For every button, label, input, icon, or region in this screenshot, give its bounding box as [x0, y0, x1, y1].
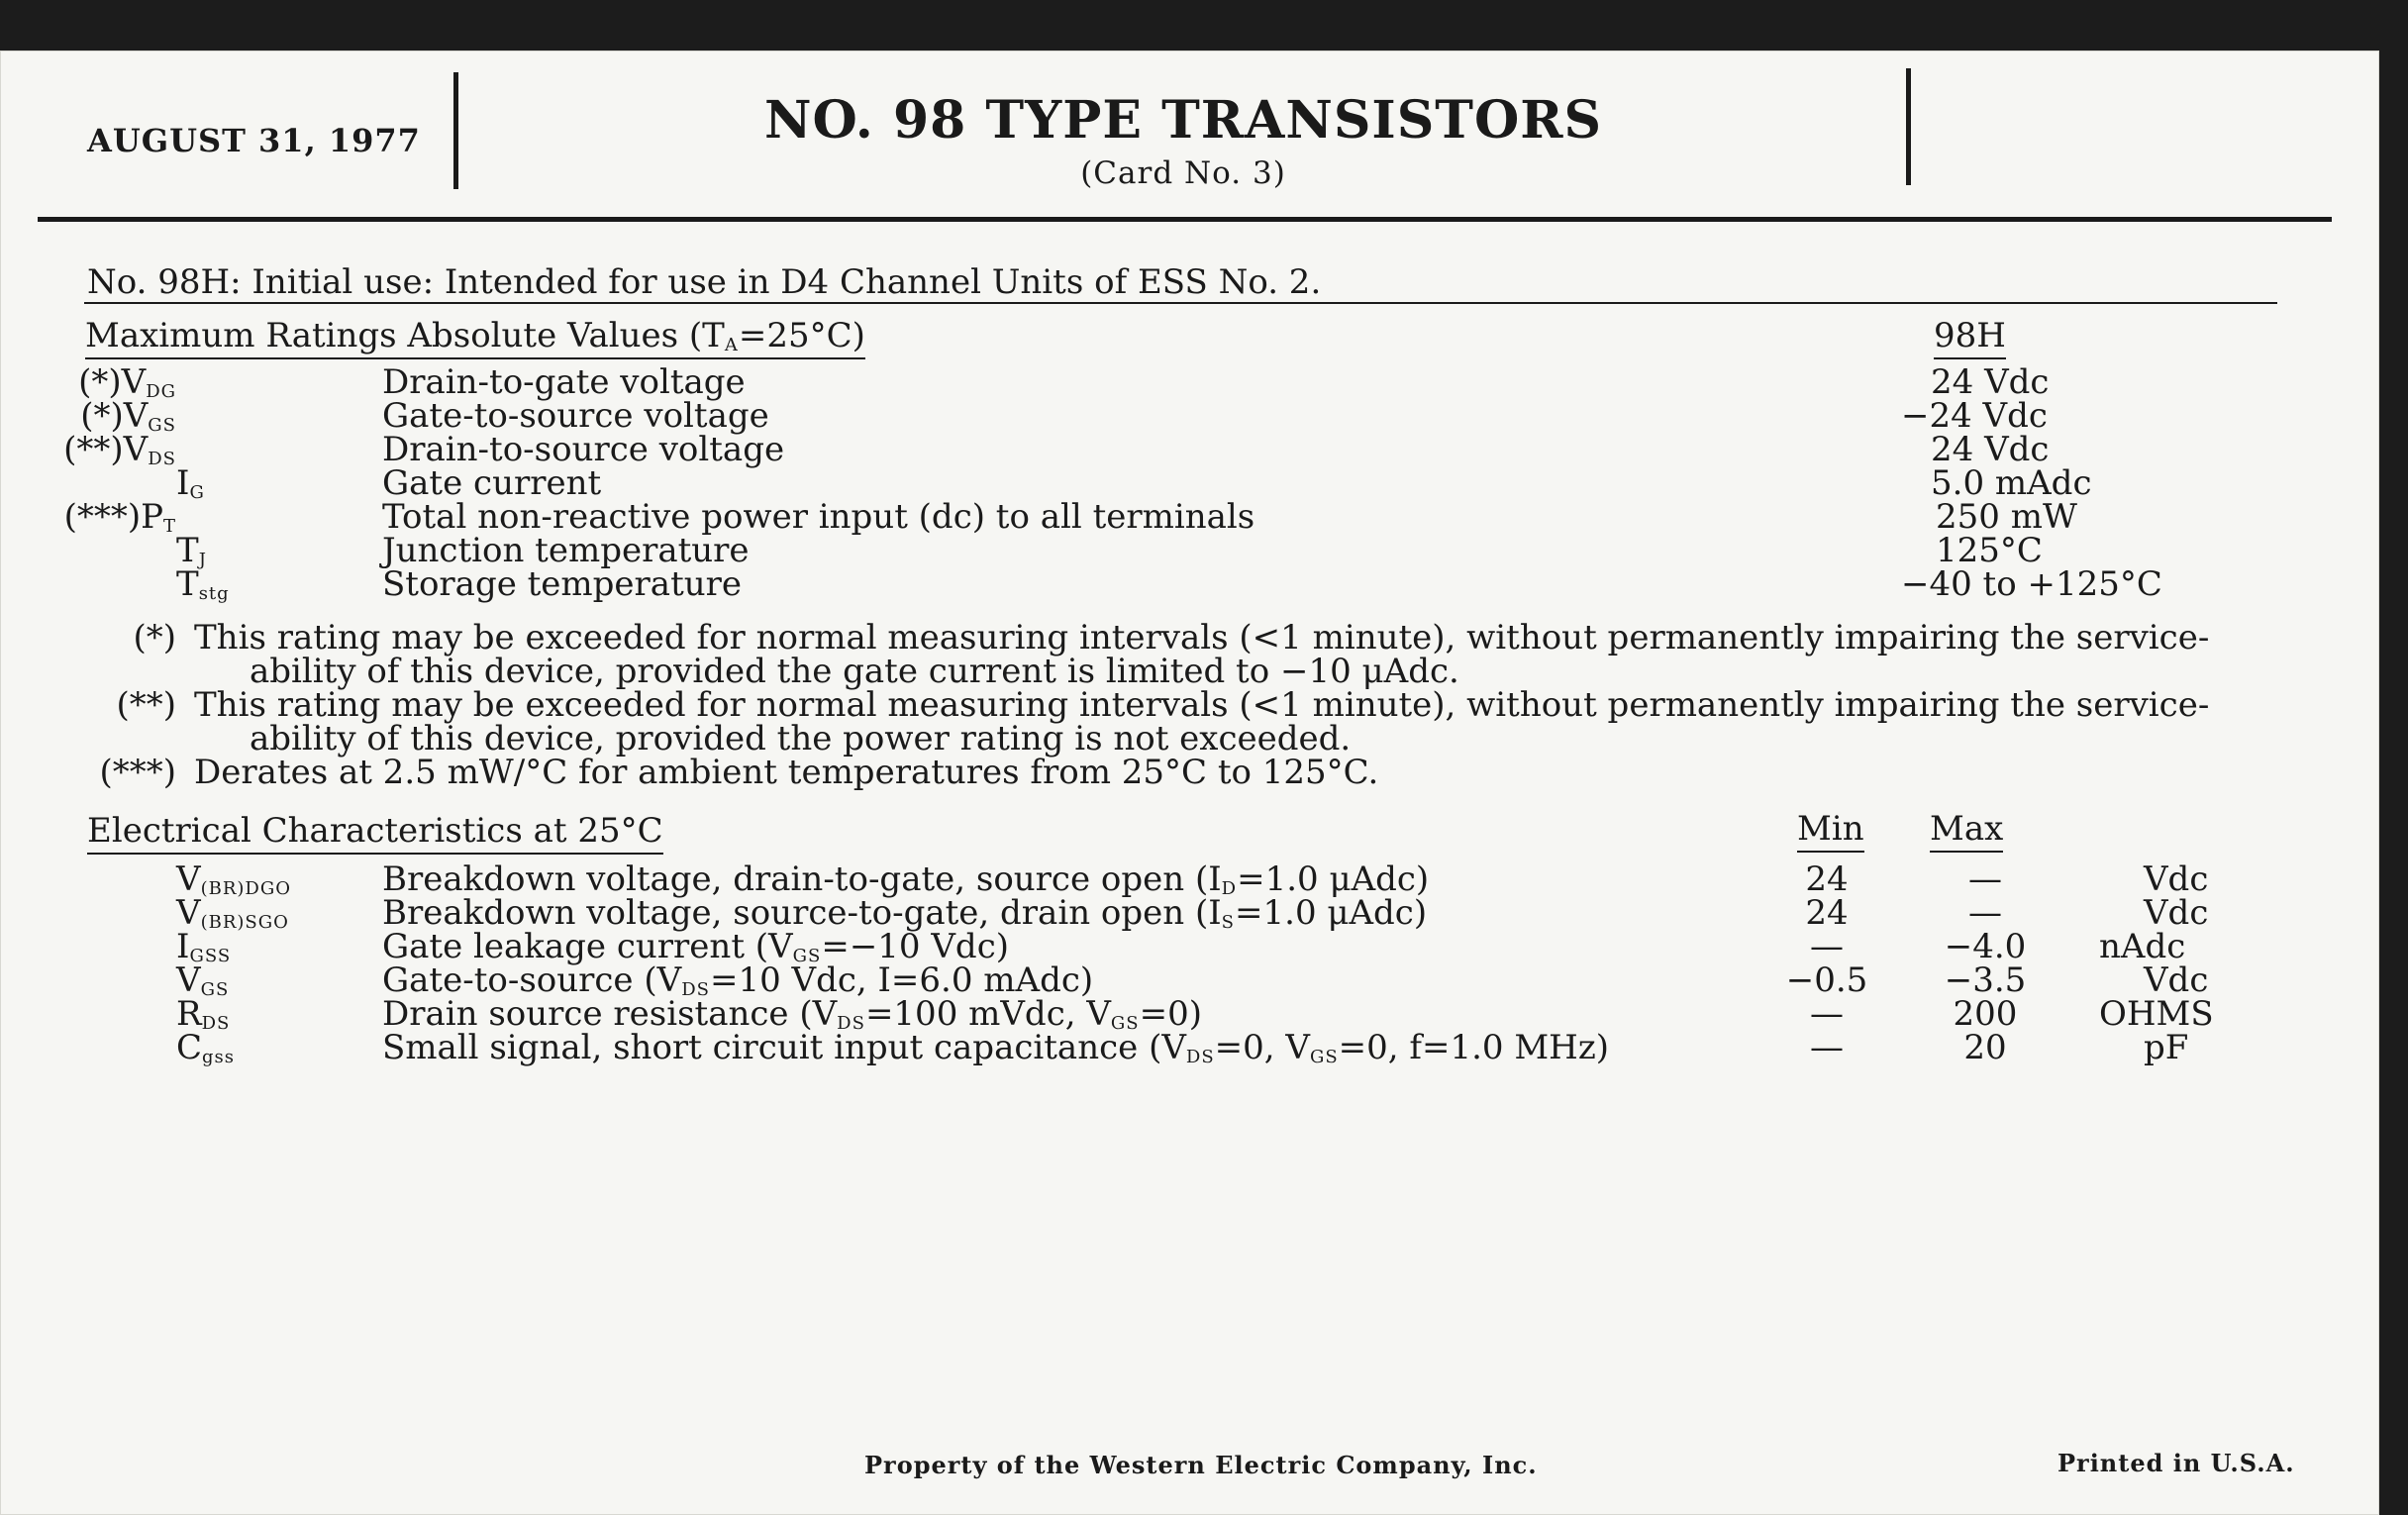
elec-row-1-description: Breakdown voltage, drain-to-gate, source open ($I_D=1.0$ μAdc)	[382, 859, 1430, 899]
elec-row-4-description: Gate-to-source ($V_{DS}=10$ Vdc, I=6.0 mAdc)	[382, 960, 1094, 1000]
elec-row-6-symbol: $C_{gss}$	[176, 1028, 236, 1067]
elec-row-2-description: Breakdown voltage, source-to-gate, drain open ($I_S=1.0$ μAdc)	[382, 893, 1428, 933]
max-column-header	[1930, 809, 2003, 849]
note-2-mark: (**)	[116, 685, 176, 725]
ratings-column-header-text: 98H	[1934, 316, 2006, 359]
elec-row-3-min: —	[1810, 927, 1844, 966]
elec-row-6-max: 20	[1963, 1028, 2007, 1067]
ratings-heading-tail: =25°C)	[738, 316, 865, 355]
data-card	[0, 50, 2379, 1515]
elec-row-2-unit: Vdc	[2144, 893, 2209, 933]
rating-row-3-value: 24 Vdc	[1931, 430, 2050, 469]
elec-row-1-symbol: $V_{(BR)DGO}$	[176, 859, 291, 899]
note-1-line-1: This rating may be exceeded for normal measuring intervals (<1 minute), without permanently impairing the service-	[194, 618, 2210, 657]
elec-row-2-symbol: $V_{(BR)SGO}$	[176, 893, 289, 933]
ratings-heading-sub: A	[724, 335, 739, 355]
rating-row-6-description: Junction temperature	[382, 531, 750, 570]
elec-row-4-symbol: $V_{GS}$	[176, 960, 230, 1000]
footer-property: Property of the Western Electric Company, Inc.	[864, 1451, 1538, 1479]
elec-row-5-max: 200	[1953, 994, 2018, 1034]
rating-row-2-symbol: $(*)V_{GS}$	[80, 396, 176, 436]
ratings-column-header	[1934, 316, 2006, 355]
header-rule	[38, 217, 2332, 222]
elec-row-3-unit: nAdc	[2099, 927, 2186, 966]
note-1-mark: (*)	[133, 618, 176, 657]
rating-row-7-value: −40 to +125°C	[1901, 564, 2162, 604]
elec-row-4-min: −0.5	[1785, 960, 1868, 1000]
card-date: AUGUST 31, 1977	[87, 122, 421, 159]
elec-row-5-unit: OHMS	[2099, 994, 2214, 1034]
elec-row-1-unit: Vdc	[2144, 859, 2209, 899]
rating-row-3-description: Drain-to-source voltage	[382, 430, 785, 469]
ratings-heading-text: Maximum Ratings Absolute Values (T	[85, 316, 725, 355]
rating-row-7-symbol: $T_{stg}$	[176, 564, 230, 604]
note-3-mark: (***)	[99, 753, 176, 792]
note-2-line-1: This rating may be exceeded for normal measuring intervals (<1 minute), without permanently impairing the service-	[194, 685, 2210, 725]
elec-row-6-min: —	[1810, 1028, 1844, 1067]
elec-row-3-max: −4.0	[1944, 927, 2027, 966]
note-2-line-2: ability of this device, provided the power rating is not exceeded.	[250, 719, 1352, 758]
rating-row-6-symbol: $T_J$	[176, 531, 207, 570]
rating-row-5-symbol: $(***)P_T$	[63, 497, 176, 537]
rating-row-1-value: 24 Vdc	[1931, 362, 2050, 402]
electrical-heading	[87, 811, 663, 851]
card-title: NO. 98 TYPE TRANSISTORS	[763, 90, 1603, 151]
rating-row-4-value: 5.0 mAdc	[1931, 463, 2092, 503]
initial-use-rule	[84, 302, 2277, 304]
rating-row-2-value: −24 Vdc	[1901, 396, 2048, 436]
elec-row-6-description: Small signal, short circuit input capacitance ($V_{DS}=0$, $V_{GS}=0$, f=1.0 MHz)	[382, 1028, 1609, 1067]
rating-row-4-symbol: $I_G$	[176, 463, 205, 503]
ratings-heading	[85, 316, 865, 355]
elec-row-2-min: 24	[1805, 893, 1849, 933]
max-header-text: Max	[1930, 809, 2003, 853]
rating-row-1-symbol: $(*)V_{DG}$	[78, 362, 176, 402]
elec-row-5-min: —	[1810, 994, 1844, 1034]
elec-row-5-symbol: $R_{DS}$	[176, 994, 231, 1034]
elec-row-4-unit: Vdc	[2144, 960, 2209, 1000]
elec-row-5-description: Drain source resistance ($V_{DS}=100$ mVdc, $V_{GS}=0$)	[382, 994, 1203, 1034]
rating-row-5-value: 250 mW	[1936, 497, 2077, 537]
rating-row-4-description: Gate current	[382, 463, 602, 503]
footer-printed: Printed in U.S.A.	[2057, 1449, 2295, 1477]
elec-row-1-max: —	[1968, 859, 2002, 899]
electrical-heading-text: Electrical Characteristics at 25°C	[87, 811, 663, 855]
elec-row-3-description: Gate leakage current ($V_{GS}=-10$ Vdc)	[382, 927, 1010, 966]
header-divider-right	[1906, 68, 1911, 185]
elec-row-6-unit: pF	[2144, 1028, 2189, 1067]
min-header-text: Min	[1797, 809, 1864, 853]
rating-row-3-symbol: $(**)V_{DS}$	[63, 430, 176, 469]
elec-row-1-min: 24	[1805, 859, 1849, 899]
elec-row-3-symbol: $I_{GSS}$	[176, 927, 232, 966]
rating-row-7-description: Storage temperature	[382, 564, 743, 604]
note-1-line-2: ability of this device, provided the gate current is limited to −10 μAdc.	[250, 652, 1459, 691]
min-column-header	[1797, 809, 1864, 849]
rating-row-6-value: 125°C	[1936, 531, 2043, 570]
elec-row-2-max: —	[1968, 893, 2002, 933]
note-3-line-1: Derates at 2.5 mW/°C for ambient temperatures from 25°C to 125°C.	[194, 753, 1379, 792]
initial-use-line: No. 98H: Initial use: Intended for use in D4 Channel Units of ESS No. 2.	[87, 262, 1322, 302]
card-subtitle: (Card No. 3)	[1080, 155, 1286, 191]
rating-row-5-description: Total non-reactive power input (dc) to all terminals	[382, 497, 1255, 537]
rating-row-1-description: Drain-to-gate voltage	[382, 362, 746, 402]
elec-row-4-max: −3.5	[1944, 960, 2027, 1000]
rating-row-2-description: Gate-to-source voltage	[382, 396, 769, 436]
